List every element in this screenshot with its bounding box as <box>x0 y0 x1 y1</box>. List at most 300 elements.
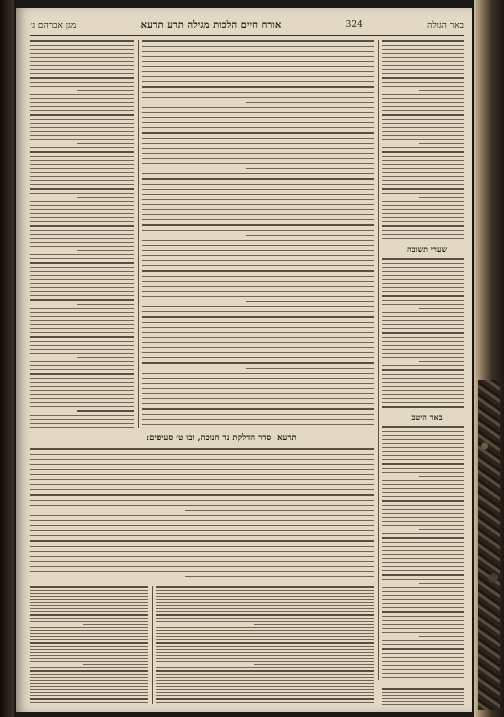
text-line <box>382 570 464 571</box>
text-line <box>30 546 374 547</box>
text-line <box>142 132 374 134</box>
text-line <box>30 151 134 153</box>
text-line <box>382 193 464 194</box>
text-line <box>30 605 148 606</box>
text-line <box>30 341 134 342</box>
text-line <box>382 213 464 214</box>
text-line <box>30 295 134 296</box>
text-line <box>142 342 374 343</box>
text-line <box>30 238 134 239</box>
text-line <box>142 383 374 384</box>
text-line <box>382 131 464 132</box>
text-line <box>382 320 464 321</box>
text-line <box>156 695 374 696</box>
text-line <box>30 258 134 259</box>
text-line <box>142 92 374 93</box>
text-line <box>30 221 134 222</box>
text-line <box>77 410 134 412</box>
text-line <box>382 156 464 157</box>
text-line <box>30 390 134 391</box>
text-line <box>30 320 134 321</box>
text-line <box>30 332 134 333</box>
text-line <box>382 151 464 153</box>
text-line <box>30 636 148 637</box>
text-line <box>382 463 464 465</box>
lower-commentary-middle <box>156 586 374 704</box>
text-line <box>30 556 374 557</box>
text-line <box>30 131 134 132</box>
column-divider <box>378 40 379 680</box>
sha-arei-teshuva-label: שערי תשובה <box>396 244 458 254</box>
header-rule <box>30 35 464 36</box>
text-line <box>30 427 134 428</box>
text-line <box>382 300 464 301</box>
text-line <box>142 286 374 287</box>
text-line <box>30 474 374 475</box>
text-line <box>142 117 374 118</box>
text-line <box>382 180 464 181</box>
text-line <box>142 112 374 113</box>
text-line <box>382 525 464 526</box>
text-line <box>30 611 148 612</box>
text-line <box>30 69 134 70</box>
text-line <box>382 451 464 452</box>
text-line <box>30 106 134 107</box>
text-line <box>382 304 464 305</box>
text-line <box>30 530 374 531</box>
text-line <box>30 324 134 325</box>
text-line <box>142 143 374 144</box>
text-line <box>142 194 374 195</box>
text-line <box>142 393 374 394</box>
text-line <box>30 540 374 542</box>
text-line <box>142 316 374 318</box>
text-line <box>382 328 464 329</box>
text-line <box>382 435 464 436</box>
text-line <box>142 107 374 108</box>
text-line <box>382 119 464 120</box>
text-line <box>382 574 464 576</box>
text-line <box>142 270 374 272</box>
text-line <box>30 398 134 399</box>
text-line <box>30 599 148 600</box>
text-line <box>30 655 148 656</box>
text-line <box>156 621 374 622</box>
text-line <box>30 172 134 173</box>
text-line <box>30 378 134 379</box>
text-line <box>142 414 374 415</box>
text-line <box>30 127 134 128</box>
text-line <box>382 312 464 313</box>
text-line <box>382 657 464 658</box>
text-line <box>30 692 148 693</box>
header-title: אורח חיים הלכות מגילה תרע תרעא <box>140 19 282 31</box>
text-line <box>382 172 464 173</box>
text-line <box>419 529 464 530</box>
text-line <box>30 639 148 640</box>
text-line <box>142 46 374 47</box>
text-line <box>156 630 374 631</box>
text-line <box>30 94 134 95</box>
text-line <box>382 455 464 456</box>
text-line <box>382 345 464 346</box>
text-line <box>30 40 134 42</box>
text-line <box>30 98 134 99</box>
text-line <box>142 281 374 282</box>
text-line <box>382 283 464 284</box>
text-line <box>30 535 374 536</box>
text-line <box>382 554 464 555</box>
text-line <box>142 265 374 266</box>
text-line <box>30 686 148 687</box>
text-line <box>156 649 374 650</box>
text-line <box>382 164 464 165</box>
text-line <box>382 439 464 440</box>
text-line <box>30 77 134 79</box>
text-line <box>30 702 148 703</box>
text-line <box>156 590 374 591</box>
header-left-label: מגן אברהם ג׳ <box>30 20 77 31</box>
text-line <box>382 406 464 408</box>
text-line <box>382 587 464 588</box>
text-line <box>382 492 464 493</box>
text-line <box>30 365 134 366</box>
text-line <box>30 484 374 485</box>
text-line <box>30 608 148 609</box>
text-line <box>142 51 374 52</box>
text-line <box>142 373 374 374</box>
text-line <box>30 328 134 329</box>
text-line <box>142 347 374 348</box>
text-line <box>30 213 134 214</box>
text-line <box>382 648 464 650</box>
text-line <box>30 209 134 210</box>
text-line <box>30 590 148 591</box>
text-line <box>30 139 134 140</box>
text-line <box>156 614 374 616</box>
text-line <box>382 468 464 469</box>
text-line <box>382 114 464 116</box>
text-line <box>30 102 134 103</box>
text-line <box>382 607 464 608</box>
text-line <box>382 287 464 288</box>
text-line <box>382 459 464 460</box>
text-line <box>142 255 374 256</box>
text-line <box>30 621 148 622</box>
text-line <box>156 652 374 653</box>
text-line <box>142 296 374 297</box>
text-line <box>382 579 464 580</box>
text-line <box>142 40 374 42</box>
text-line <box>142 163 374 164</box>
text-line <box>30 661 148 662</box>
text-line <box>156 605 374 606</box>
text-line <box>382 45 464 46</box>
text-line <box>156 636 374 637</box>
text-line <box>142 250 374 251</box>
text-line <box>30 566 374 567</box>
text-line <box>419 583 464 584</box>
text-line <box>382 188 464 190</box>
text-line <box>30 369 134 370</box>
text-line <box>419 90 464 91</box>
text-line <box>142 81 374 82</box>
text-line <box>30 586 148 588</box>
text-line <box>382 221 464 222</box>
text-line <box>30 246 134 247</box>
text-line <box>142 214 374 215</box>
text-line <box>382 677 464 678</box>
text-line <box>30 225 134 227</box>
text-line <box>30 646 148 647</box>
text-line <box>30 345 134 346</box>
text-line <box>382 135 464 136</box>
page-number: 324 <box>345 20 363 30</box>
text-line <box>382 661 464 662</box>
text-line <box>30 123 134 124</box>
text-line <box>30 160 134 161</box>
text-line <box>382 127 464 128</box>
text-line <box>156 702 374 703</box>
text-line <box>382 271 464 272</box>
text-line <box>30 683 148 684</box>
text-line <box>30 184 134 185</box>
text-line <box>382 295 464 297</box>
text-line <box>142 138 374 139</box>
text-line <box>156 593 374 594</box>
text-line <box>142 322 374 323</box>
text-line <box>382 349 464 350</box>
text-line <box>30 630 148 631</box>
text-line <box>382 279 464 280</box>
text-line <box>30 180 134 181</box>
text-line <box>382 509 464 510</box>
text-line <box>382 267 464 268</box>
text-line <box>382 496 464 497</box>
text-line <box>382 701 464 702</box>
text-line <box>30 299 134 301</box>
text-line <box>30 561 374 562</box>
text-line <box>142 424 374 425</box>
text-line <box>30 415 134 416</box>
text-line <box>382 147 464 148</box>
text-line <box>382 698 464 699</box>
text-line <box>382 603 464 604</box>
text-line <box>382 201 464 202</box>
text-line <box>142 419 374 420</box>
text-line <box>382 472 464 473</box>
text-line <box>382 258 464 260</box>
text-line <box>30 168 134 169</box>
text-line <box>382 94 464 95</box>
text-line <box>382 102 464 103</box>
text-line <box>382 382 464 383</box>
text-line <box>382 431 464 432</box>
text-line <box>382 558 464 559</box>
text-line <box>156 689 374 690</box>
text-line <box>30 53 134 54</box>
text-line <box>419 361 464 362</box>
text-line <box>382 110 464 111</box>
text-line <box>142 61 374 62</box>
text-line <box>77 357 134 358</box>
text-line <box>30 423 134 424</box>
text-line <box>382 61 464 62</box>
text-line <box>382 386 464 387</box>
text-line <box>30 61 134 62</box>
text-line <box>30 279 134 280</box>
text-line <box>30 201 134 202</box>
text-line <box>30 135 134 136</box>
text-line <box>382 595 464 596</box>
text-line <box>382 316 464 317</box>
text-line <box>30 349 134 350</box>
text-line <box>30 670 148 672</box>
book-spine-shadow <box>0 0 14 717</box>
text-line <box>30 57 134 58</box>
text-line <box>382 537 464 539</box>
text-line <box>156 642 374 644</box>
lower-commentary-right <box>382 688 464 706</box>
text-line <box>185 576 374 577</box>
text-line <box>382 57 464 58</box>
text-line <box>382 332 464 334</box>
text-line <box>382 669 464 670</box>
text-line <box>382 394 464 395</box>
text-line <box>30 217 134 218</box>
text-line <box>382 640 464 641</box>
text-line <box>382 291 464 292</box>
text-line <box>30 402 134 403</box>
text-line <box>382 238 464 239</box>
be-er-heitev-label: באר היטב <box>396 412 458 422</box>
text-line <box>382 353 464 354</box>
text-line <box>382 591 464 592</box>
text-line <box>382 566 464 567</box>
text-line <box>30 698 148 700</box>
text-line <box>30 525 374 526</box>
text-line <box>30 283 134 284</box>
text-line <box>83 624 148 625</box>
text-line <box>382 378 464 379</box>
text-line <box>246 368 374 369</box>
text-line <box>30 500 374 501</box>
text-line <box>156 686 374 687</box>
text-line <box>156 627 374 628</box>
text-line <box>30 602 148 603</box>
text-line <box>382 369 464 371</box>
text-line <box>156 667 374 668</box>
text-line <box>246 102 374 103</box>
text-line <box>30 642 148 644</box>
text-line <box>382 665 464 666</box>
text-line <box>156 608 374 609</box>
text-line <box>142 240 374 241</box>
text-line <box>30 469 374 470</box>
text-line <box>30 164 134 165</box>
text-line <box>382 624 464 625</box>
text-line <box>30 680 148 681</box>
text-line <box>142 209 374 210</box>
text-line <box>142 332 374 333</box>
text-line <box>246 235 374 236</box>
text-line <box>30 373 134 375</box>
text-line <box>30 667 148 668</box>
text-line <box>142 378 374 379</box>
marbled-edge <box>478 380 500 710</box>
text-line <box>30 271 134 272</box>
text-line <box>83 664 148 665</box>
text-line <box>156 674 374 675</box>
text-line <box>30 353 134 354</box>
left-commentary-column <box>30 40 134 428</box>
text-line <box>30 419 134 420</box>
text-line <box>30 464 374 465</box>
text-line <box>30 406 134 407</box>
text-line <box>156 658 374 659</box>
text-line <box>382 695 464 696</box>
text-line <box>30 82 134 83</box>
text-line <box>382 337 464 338</box>
text-line <box>382 550 464 551</box>
column-divider <box>138 40 139 428</box>
text-line <box>30 86 134 87</box>
text-line <box>382 217 464 218</box>
text-line <box>156 670 374 672</box>
text-line <box>382 123 464 124</box>
text-line <box>382 205 464 206</box>
text-line <box>382 447 464 448</box>
text-line <box>30 551 374 552</box>
text-line <box>382 365 464 366</box>
text-line <box>30 649 148 650</box>
right-margin-column-2 <box>382 258 464 408</box>
main-text-block <box>142 40 374 428</box>
text-line <box>142 245 374 246</box>
text-line <box>30 515 374 516</box>
text-line <box>382 673 464 674</box>
text-line <box>30 73 134 74</box>
text-line <box>382 98 464 99</box>
text-line <box>142 204 374 205</box>
text-line <box>142 173 374 174</box>
text-line <box>382 230 464 231</box>
text-line <box>142 337 374 338</box>
main-text-lower <box>30 448 374 578</box>
text-line <box>30 454 374 455</box>
text-line <box>142 86 374 88</box>
text-line <box>30 479 374 480</box>
lower-commentary-left <box>30 586 148 704</box>
text-line <box>156 692 374 693</box>
text-line <box>419 636 464 637</box>
text-line <box>382 225 464 227</box>
text-line <box>142 260 374 261</box>
text-line <box>382 443 464 444</box>
text-line <box>30 275 134 276</box>
text-line <box>30 49 134 50</box>
text-line <box>142 311 374 312</box>
text-line <box>382 562 464 563</box>
text-line <box>142 76 374 77</box>
text-line <box>30 361 134 362</box>
text-line <box>382 505 464 506</box>
text-line <box>382 533 464 534</box>
text-line <box>382 546 464 547</box>
text-line <box>142 122 374 123</box>
text-line <box>156 683 374 684</box>
text-line <box>30 448 374 450</box>
